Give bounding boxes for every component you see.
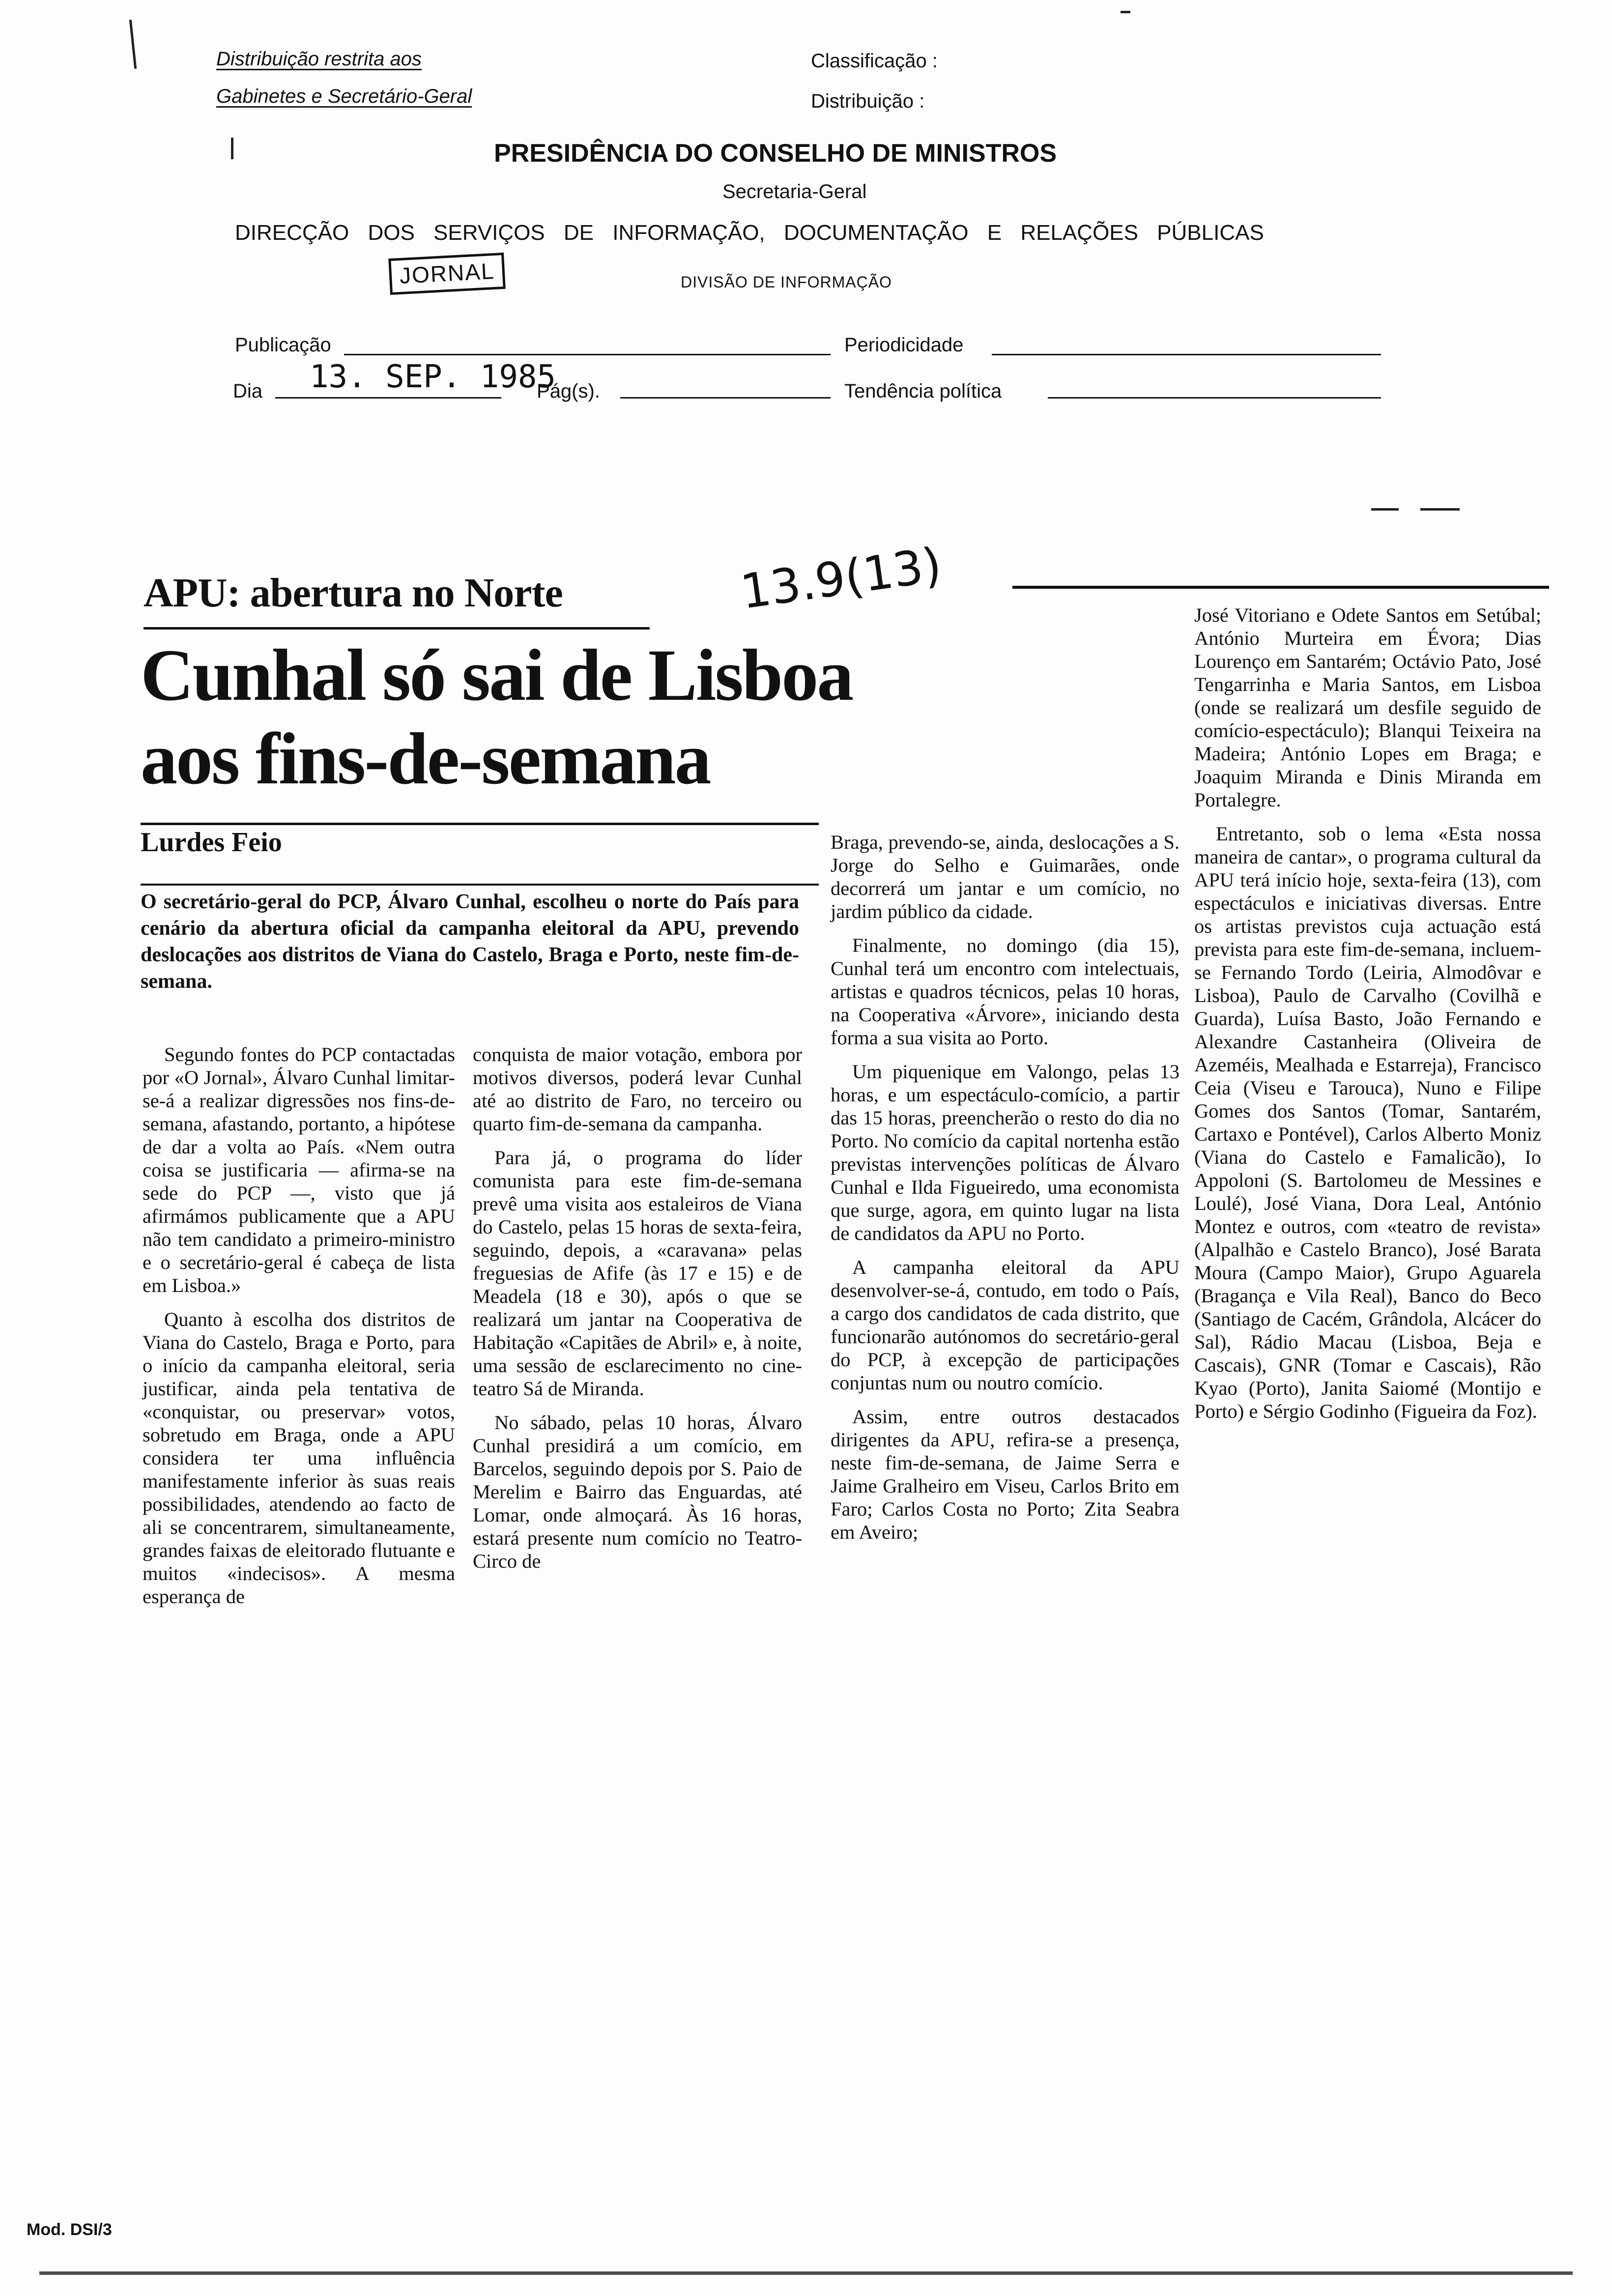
handwritten-note: 13.9(13) xyxy=(737,537,945,620)
paragraph: José Vitoriano e Odete Santos em Setúbal; António Murteira em Évora; Dias Lourenço em Santarém; Octávio Pato, José Tengarrinha e Maria Santos, em Lisboa (onde se realizará um desfile seguido de comício-espectáculo); Blanqui Teixeira na Madeira; António Lopes em Braga; e Joaquim Miranda e Dinis Miranda em Portalegre. xyxy=(1194,604,1541,811)
article-column-1 xyxy=(143,1043,455,1619)
paragraph: Um piquenique em Valongo, pelas 13 horas, e um espectáculo-comício, a partir das 15 horas, preencherão o resto do dia no Porto. No comício da capital nortenha estão previstas intervenções políticas de Álvaro Cunhal e Ilda Figueiredo, uma economista que surge, agora, em quinto lugar na lista de candidatos da APU no Porto. xyxy=(831,1061,1180,1244)
kicker-rule xyxy=(144,627,650,630)
article-column-2 xyxy=(473,1043,802,1583)
date-stamp: 13. SEP. 1985 xyxy=(310,359,556,395)
paragraph: No sábado, pelas 10 horas, Álvaro Cunhal presidirá a um comício, em Barcelos, seguindo depois por S. Paio de Merelim e Bairro das Enguardas, até Lomar, onde almoçará. Às 16 horas, estará presente num comício no Teatro-Circo de xyxy=(473,1411,802,1572)
direction-line: DIRECÇÃO DOS SERVIÇOS DE INFORMAÇÃO, DOCUMENTAÇÃO E RELAÇÕES PÚBLICAS xyxy=(235,221,1264,245)
byline: Lurdes Feio xyxy=(141,827,282,858)
lead-rule xyxy=(141,884,819,886)
paragraph: A campanha eleitoral da APU desenvolver-se-á, contudo, em todo o País, a cargo dos candidatos de cada distrito, que funcionarão autónomos do secretário-geral do PCP, à excepção de participações conjuntas num ou noutro comício. xyxy=(831,1256,1180,1394)
publication-field xyxy=(344,354,831,355)
paragraph: Finalmente, no domingo (dia 15), Cunhal terá um encontro com intelectuais, artistas e quadros técnicos, pelas 10 horas, na Cooperativa «Árvore», iniciando desta forma a sua visita ao Porto. xyxy=(831,934,1180,1049)
headline-line-1: Cunhal só sai de Lisboa xyxy=(141,634,853,716)
day-field xyxy=(275,397,501,399)
distribution-label: Distribuição : xyxy=(811,90,925,112)
paragraph: Segundo fontes do PCP contactadas por «O Jornal», Álvaro Cunhal limitar-se-á a realizar digressões nos fins-de-semana, afastando, portanto, a hipótese de dar a volta ao País. «Nem outra coisa se justificaria — afirma-se na sede do PCP —, visto que já afirmámos publicamente que a APU não tem candidato a primeiro-ministro e o secretário-geral é cabeça de lista em Lisboa.» xyxy=(143,1043,455,1296)
scan-mark xyxy=(231,138,233,159)
pages-field xyxy=(620,397,831,399)
scan-mark xyxy=(129,20,137,69)
byline-rule xyxy=(141,823,819,825)
classification-label: Classificação : xyxy=(811,50,938,72)
paragraph: Para já, o programa do líder comunista para este fim-de-semana prevê uma visita aos estaleiros de Viana do Castelo, pelas 15 horas de sexta-feira, seguindo, depois, a «caravana» pelas freguesias de Afife (às 17 e 15) e de Meadela (18 e 30), após o que se realizará um jantar na Cooperativa de Habitação «Capitães de Abril» e, à noite, uma sessão de esclarecimento no cine-teatro Sá de Miranda. xyxy=(473,1147,802,1400)
column-top-rule xyxy=(1012,586,1549,589)
paragraph: Assim, entre outros destacados dirigentes da APU, refira-se a presença, neste fim-de-semana, de Jaime Serra e Jaime Gralheiro em Viseu, Carlos Brito em Faro; Carlos Costa no Porto; Zita Seabra em Aveiro; xyxy=(831,1406,1180,1543)
article-column-4 xyxy=(1194,603,1541,1434)
office-subtitle: Secretaria-Geral xyxy=(722,181,867,202)
tendency-field xyxy=(1048,397,1381,399)
restricted-line-1: Distribuição restrita aos xyxy=(216,48,422,70)
headline-line-2: aos fins-de-semana xyxy=(141,718,710,800)
office-title: PRESIDÊNCIA DO CONSELHO DE MINISTROS xyxy=(494,139,1057,168)
periodicity-field xyxy=(992,354,1381,355)
article-column-3 xyxy=(831,831,1180,1554)
periodicity-label: Periodicidade xyxy=(844,334,964,356)
publication-label: Publicação xyxy=(235,334,331,356)
scan-mark xyxy=(1371,508,1399,511)
scan-edge xyxy=(39,2271,1573,2275)
form-code: Mod. DSI/3 xyxy=(27,2220,112,2239)
article-lead: O secretário-geral do PCP, Álvaro Cunhal, escolheu o norte do País para cenário da abertura oficial da campanha eleitoral da APU, prevendo deslocações aos distritos de Viana do Castelo, Braga e Porto, neste fim-de-semana. xyxy=(141,890,799,993)
scan-mark xyxy=(1121,11,1130,13)
day-label: Dia xyxy=(233,380,263,402)
paragraph: conquista de maior votação, embora por motivos diversos, poderá levar Cunhal até ao distrito de Faro, no terceiro ou quarto fim-de-semana da campanha. xyxy=(473,1043,802,1135)
article-kicker: APU: abertura no Norte xyxy=(144,570,563,616)
restricted-line-2: Gabinetes e Secretário-Geral xyxy=(216,86,472,107)
scan-mark xyxy=(1420,508,1460,511)
jornal-stamp: JORNAL xyxy=(388,253,506,295)
tendency-label: Tendência política xyxy=(844,380,1002,402)
paragraph: Quanto à escolha dos distritos de Viana do Castelo, Braga e Porto, para o início da campanha eleitoral, seria justificar, ainda pela tentativa de «conquistar, ou preservar» votos, sobretudo em Braga, onde a APU considera ter uma influência manifestamente inferior às suas reais possibilidades, atendendo ao facto de ali se concentrarem, simultaneamente, grandes faixas de eleitorado flutuante e muitos «indecisos». A mesma esperança de xyxy=(143,1308,455,1607)
paragraph: Entretanto, sob o lema «Esta nossa maneira de cantar», o programa cultural da APU terá início hoje, sexta-feira (13), com espectáculos e iniciativas diversas. Entre os artistas previstos cuja actuação está prevista para este fim-de-semana, incluem-se Fernando Tordo (Leiria, Almodôvar e Lisboa), Paulo de Carvalho (Covilhã e Guarda), Luísa Basto, João Fernando e Alexandre Castanheira (Oliveira de Azeméis, Mealhada e Estarreja), Francisco Ceia (Viseu e Tarouca), Nuno e Filipe Gomes dos Santos (Tomar, Santarém, Cartaxo e Pontével), Carlos Alberto Moniz (Viana do Castelo e Famalicão), Io Appoloni (S. Bartolomeu de Messines e Loulé), José Viana, Dora Leal, António Montez e outros, com «teatro de revista» (Alpalhão e Castelo Branco), José Barata Moura (Campo Maior), Grupo Aguarela (Bragança e Vila Real), Banco do Beco (Santiago de Cacém, Grândola, Alcácer do Sal), Rádio Macau (Lisboa, Beja e Cascais), GNR (Tomar e Cascais), Rão Kyao (Porto), Janita Saiomé (Montijo e Porto) e Sérgio Godinho (Figueira da Foz). xyxy=(1194,823,1541,1422)
pages-label: Pág(s). xyxy=(537,380,600,402)
paragraph: Braga, prevendo-se, ainda, deslocações a S. Jorge do Selho e Guimarães, onde decorrerá um jantar e um comício, no jardim público da cidade. xyxy=(831,831,1180,922)
division-label: DIVISÃO DE INFORMAÇÃO xyxy=(681,273,892,291)
